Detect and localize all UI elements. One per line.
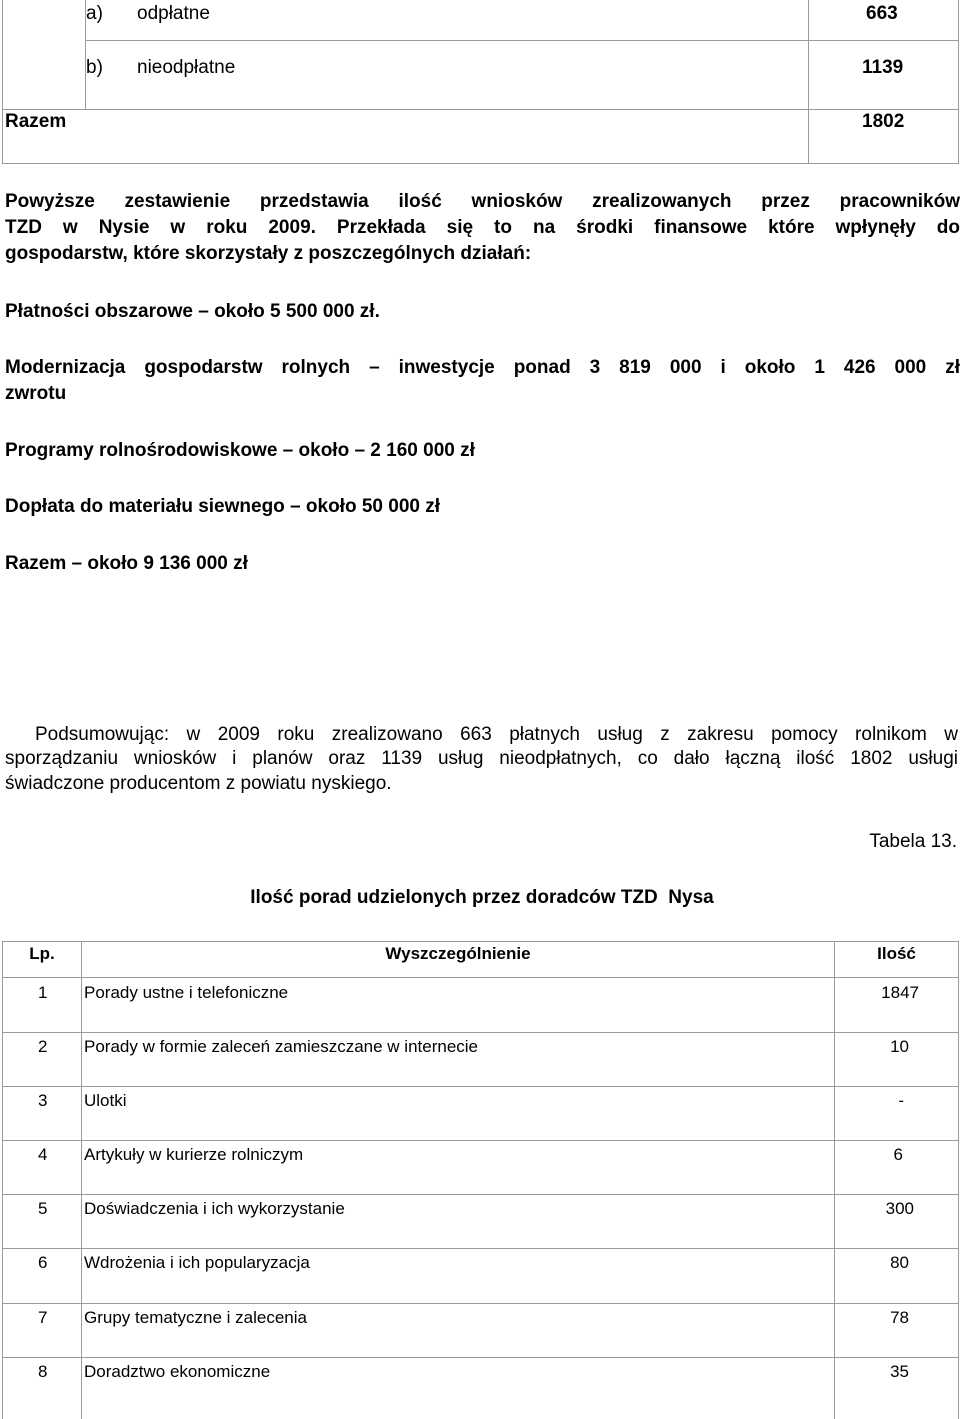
table-col-divider-2 — [834, 941, 835, 1419]
row-7-lp: 7 — [38, 1308, 48, 1327]
table-label: Tabela 13. — [869, 831, 957, 852]
row-b-letter: b) — [86, 57, 103, 78]
intro-line-3: gospodarstw, które skorzystały z poszczególnych działań: — [5, 243, 532, 264]
top-table-left-border — [2, 0, 3, 164]
table-left-border — [2, 941, 3, 1419]
row-6-description: Wdrożenia i ich popularyzacja — [84, 1253, 310, 1272]
total-label: Razem — [5, 111, 67, 132]
row-3-description: Ulotki — [84, 1091, 127, 1110]
row-1-lp: 1 — [38, 983, 48, 1002]
conclusion-line-1-text: Podsumowując: w 2009 roku zrealizowano 663 płatnych usług z zakresu pomocy rolnikom w — [35, 724, 958, 745]
row-2-lp: 2 — [38, 1037, 48, 1056]
row-5-lp: 5 — [38, 1199, 48, 1218]
table-top-border — [2, 941, 959, 942]
table-row-divider — [2, 1357, 959, 1358]
row-4-lp: 4 — [38, 1145, 48, 1164]
row-4-quantity: 6 — [893, 1145, 903, 1164]
header-description: Wyszczególnienie — [385, 944, 531, 963]
row-5-quantity: 300 — [885, 1199, 914, 1218]
row-1-quantity: 1847 — [881, 983, 919, 1002]
item-modernizacja-line-1: Modernizacja gospodarstw rolnych – inwestycje ponad 3 819 000 i około 1 426 000 zł — [5, 357, 960, 378]
table-row-divider — [2, 1086, 959, 1087]
conclusion-line-3: świadczone producentom z powiatu nyskiego. — [5, 773, 392, 794]
row-a-letter: a) — [86, 3, 103, 24]
table-row-divider — [2, 1194, 959, 1195]
table-row-divider — [2, 1140, 959, 1141]
total-value: 1802 — [862, 111, 905, 132]
item-modernizacja-line-2: zwrotu — [5, 383, 67, 404]
table-header-divider — [2, 977, 959, 978]
row-3-quantity: - — [898, 1091, 904, 1110]
table-row-divider — [2, 1032, 959, 1033]
row-b-label: nieodpłatne — [137, 57, 236, 78]
row-8-lp: 8 — [38, 1362, 48, 1381]
row-7-quantity: 78 — [890, 1308, 909, 1327]
row-7-description: Grupy tematyczne i zalecenia — [84, 1308, 307, 1327]
row-1-description: Porady ustne i telefoniczne — [84, 983, 289, 1002]
conclusion-line-2: sporządzaniu wniosków i planów oraz 1139 usług nieodpłatnych, co dało łączną ilość 1802 usługi — [5, 748, 958, 769]
header-lp: Lp. — [29, 944, 55, 963]
row-b-value: 1139 — [862, 57, 904, 78]
table-right-border — [958, 941, 959, 1419]
item-razem: Razem – około 9 136 000 zł — [5, 553, 248, 574]
row-a-label: odpłatne — [137, 3, 210, 24]
row-4-description: Artykuły w kurierze rolniczym — [84, 1145, 304, 1164]
item-platnosci-obszarowe: Płatności obszarowe – około 5 500 000 zł. — [5, 301, 380, 322]
item-programy-rolnosrodowiskowe: Programy rolnośrodowiskowe – około – 2 160 000 zł — [5, 440, 475, 461]
top-table-value-col-border — [808, 0, 809, 164]
row-6-lp: 6 — [38, 1253, 48, 1272]
table-row-divider — [2, 1248, 959, 1249]
item-doplata-material: Dopłata do materiału siewnego – około 50 000 zł — [5, 496, 441, 517]
intro-line-1: Powyższe zestawienie przedstawia ilość wniosków zrealizowanych przez pracowników — [5, 191, 960, 212]
row-3-lp: 3 — [38, 1091, 48, 1110]
table-col-divider-1 — [81, 941, 82, 1419]
header-quantity: Ilość — [877, 944, 916, 963]
top-table-bottom-border — [2, 163, 959, 164]
table-title: Ilość porad udzielonych przez doradców TZD Nysa — [250, 887, 714, 908]
row-5-description: Doświadczenia i ich wykorzystanie — [84, 1199, 345, 1218]
row-2-quantity: 10 — [890, 1037, 909, 1056]
top-table-row-divider — [85, 40, 959, 41]
conclusion-line-1 — [5, 722, 958, 748]
intro-line-2: TZD w Nysie w roku 2009. Przekłada się to na środki finansowe które wpłynęły do — [5, 217, 960, 238]
top-table-right-border — [958, 0, 959, 164]
row-a-value: 663 — [866, 3, 898, 24]
row-2-description: Porady w formie zaleceń zamieszczane w internecie — [84, 1037, 479, 1056]
row-8-quantity: 35 — [890, 1362, 909, 1381]
table-row-divider — [2, 1303, 959, 1304]
row-6-quantity: 80 — [890, 1253, 909, 1272]
top-table-row-divider — [2, 109, 959, 110]
row-8-description: Doradztwo ekonomiczne — [84, 1362, 271, 1381]
